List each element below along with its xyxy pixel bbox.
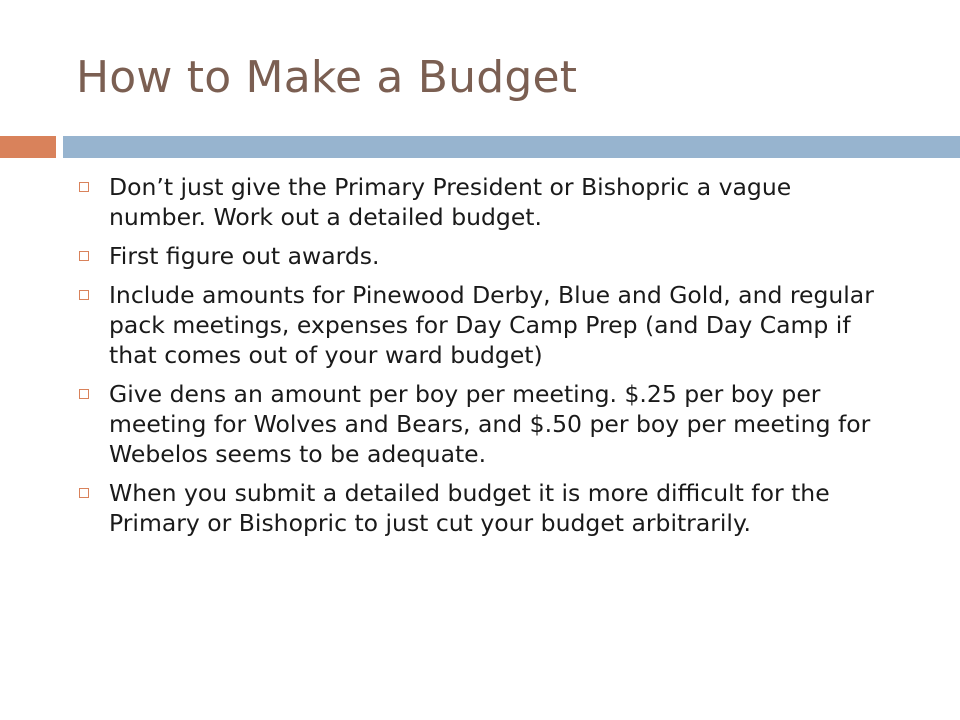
square-bullet-icon	[79, 290, 89, 300]
bullet-text: First figure out awards.	[109, 242, 380, 270]
title-accent-bar-blue	[63, 136, 960, 158]
bullet-text: Include amounts for Pinewood Derby, Blue and Gold, and regular pack meetings, expenses for Day Camp Prep (and Day Camp if that comes out of your ward budget)	[109, 281, 874, 369]
bullet-item	[78, 379, 878, 469]
slide-title: How to Make a Budget	[76, 52, 578, 103]
bullet-list	[78, 172, 878, 547]
bullet-item	[78, 172, 878, 232]
bullet-item	[78, 280, 878, 370]
bullet-item	[78, 478, 878, 538]
square-bullet-icon	[79, 182, 89, 192]
bullet-text: When you submit a detailed budget it is more difficult for the Primary or Bishopric to just cut your budget arbitrarily.	[109, 479, 830, 537]
bullet-text: Don’t just give the Primary President or Bishopric a vague number. Work out a detailed budget.	[109, 173, 792, 231]
square-bullet-icon	[79, 251, 89, 261]
bullet-text: Give dens an amount per boy per meeting. $.25 per boy per meeting for Wolves and Bears, and $.50 per boy per meeting for Webelos seems to be adequate.	[109, 380, 871, 468]
title-accent-bar-orange	[0, 136, 56, 158]
square-bullet-icon	[79, 488, 89, 498]
square-bullet-icon	[79, 389, 89, 399]
bullet-item	[78, 241, 878, 271]
